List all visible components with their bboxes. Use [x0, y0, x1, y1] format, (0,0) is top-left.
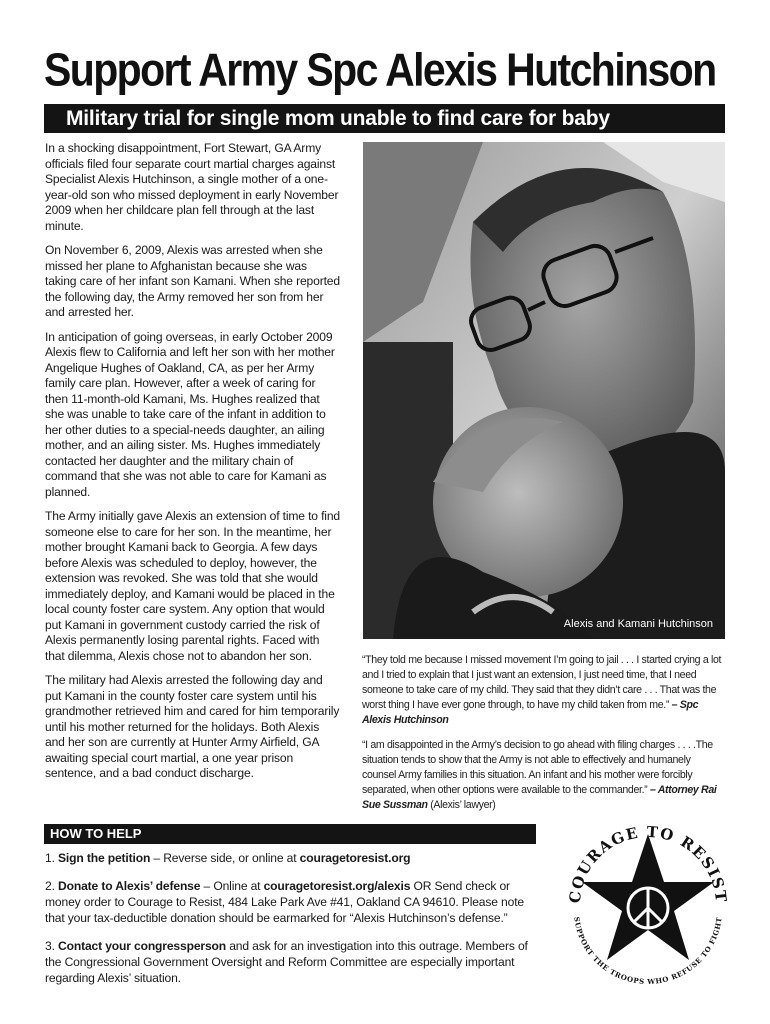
quote-attribution: – Attorney Rai Sue Sussman: [362, 784, 717, 811]
step-title: Sign the petition: [58, 851, 151, 865]
logo-bottom-text: SUPPORT THE TROOPS WHO REFUSE TO FIGHT: [572, 916, 724, 987]
article-paragraph: In anticipation of going overseas, in early October 2009 Alexis flew to California and left her son with her mother Angelique Hughes of Oakland, CA, as per her Army family care plan. However, after a week of caring for then 11-month-old Kamani, Ms. Hughes realized that she was unable to take care of the infant in addition to her other duties to a special-needs daughter, an ailing mother, and an ailing sister. Ms. Hughes immediately contacted her daughter and the military chain of command that she was not able to care for Kamani as planned.: [45, 329, 335, 499]
step-text: – Reverse side, or online at: [150, 851, 300, 865]
help-step: [45, 878, 545, 926]
courage-to-resist-logo: [558, 810, 738, 990]
help-step: [45, 938, 545, 986]
article-paragraph: On November 6, 2009, Alexis was arrested when she missed her plane to Afghanistan because she was taking care of her infant son Kamani. When she reported the following day, the Army removed her son from her and arrested her.: [45, 243, 340, 319]
quotes-block: [362, 653, 724, 823]
step-text: – Online at: [200, 879, 264, 893]
step-number: 1.: [45, 851, 55, 865]
step-number: 3.: [45, 939, 55, 953]
quote-suffix: (Alexis’ lawyer): [427, 799, 496, 811]
how-to-help-heading: [44, 824, 536, 844]
quote-text: “They told me because I missed movement I’m going to jail . . . I started crying a lot and I tried to explain that I just want an extension, I just need time, that I need someone to take care of my child. They said that they didn’t care . . . That was the worst thing I have ever gone through, to have my child taken from me.”: [362, 654, 722, 711]
step-after: OR Send check or money order to Courage to Resist, 484 Lake Park Ave #41, Oakland CA 94610. Please note that your tax-deductible donation should be earmarked for “Alexis Hutchinson’s defense.”: [45, 879, 524, 925]
article-paragraph: The military had Alexis arrested the following day and put Kamani in the county foster care system until his grandmother retrieved him and cared for him temporarily until his mother returned for the holidays. Both Alexis and her son are currently at Hunter Army Airfield, GA awaiting special court martial, a one year prison sentence, and a bad conduct discharge.: [45, 673, 340, 780]
help-step: [45, 850, 545, 866]
step-link[interactable]: couragetoresist.org/alexis: [263, 879, 411, 893]
quote: [362, 738, 724, 813]
photo-illustration: [363, 142, 725, 639]
step-title: Contact your congressperson: [58, 939, 227, 953]
photo-mother-and-son: [363, 142, 725, 639]
article-paragraph: The Army initially gave Alexis an extension of time to find someone else to care for her son. In the meantime, her mother brought Kamani back to Georgia. A few days before Alexis was scheduled to deploy, however, the extension was revoked. She was told that she would immediately deploy, and Kamani would be placed in the local county foster care system. Any option that would put Kamani in government custody carried the risk of Alexis permanently losing parental rights. Faced with that dilemma, Alexis chose not to abandon her son.: [45, 509, 340, 663]
how-to-help-steps: [45, 850, 545, 998]
quote-attribution: – Spc Alexis Hutchinson: [362, 699, 699, 726]
step-number: 2.: [45, 879, 55, 893]
article-paragraph: In a shocking disappointment, Fort Stewart, GA Army officials filed four separate court martial charges against Specialist Alexis Hutchinson, a single mother of a one-year-old son who missed deployment in early November 2009 when her childcare plan fell through at the last minute.: [45, 141, 339, 233]
quote: [362, 653, 724, 728]
photo-caption: Alexis and Kamani Hutchinson: [563, 618, 713, 630]
how-to-help-label: HOW TO HELP: [50, 826, 142, 841]
page-title: Support Army Spc Alexis Hutchinson: [44, 44, 716, 96]
subtitle-banner: [44, 104, 725, 133]
quote-text: “I am disappointed in the Army’s decision to go ahead with filing charges . . . .The situation tends to show that the Army is not able to effectively and humanely counsel Army families in this situation. An infant and his mother were forcibly separated, when other options were available to the commander.”: [362, 739, 713, 796]
step-link[interactable]: couragetoresist.org: [299, 851, 411, 865]
article-body: [45, 141, 341, 791]
subtitle-text: Military trial for single mom unable to find care for baby: [66, 107, 610, 130]
step-title: Donate to Alexis’ defense: [58, 879, 201, 893]
step-text: and ask for an investigation into this outrage. Members of the Congressional Government Oversight and Reform Committee are especially important regarding Alexis’ situation.: [45, 939, 528, 985]
logo-top-text: COURAGE TO RESIST: [565, 822, 731, 905]
